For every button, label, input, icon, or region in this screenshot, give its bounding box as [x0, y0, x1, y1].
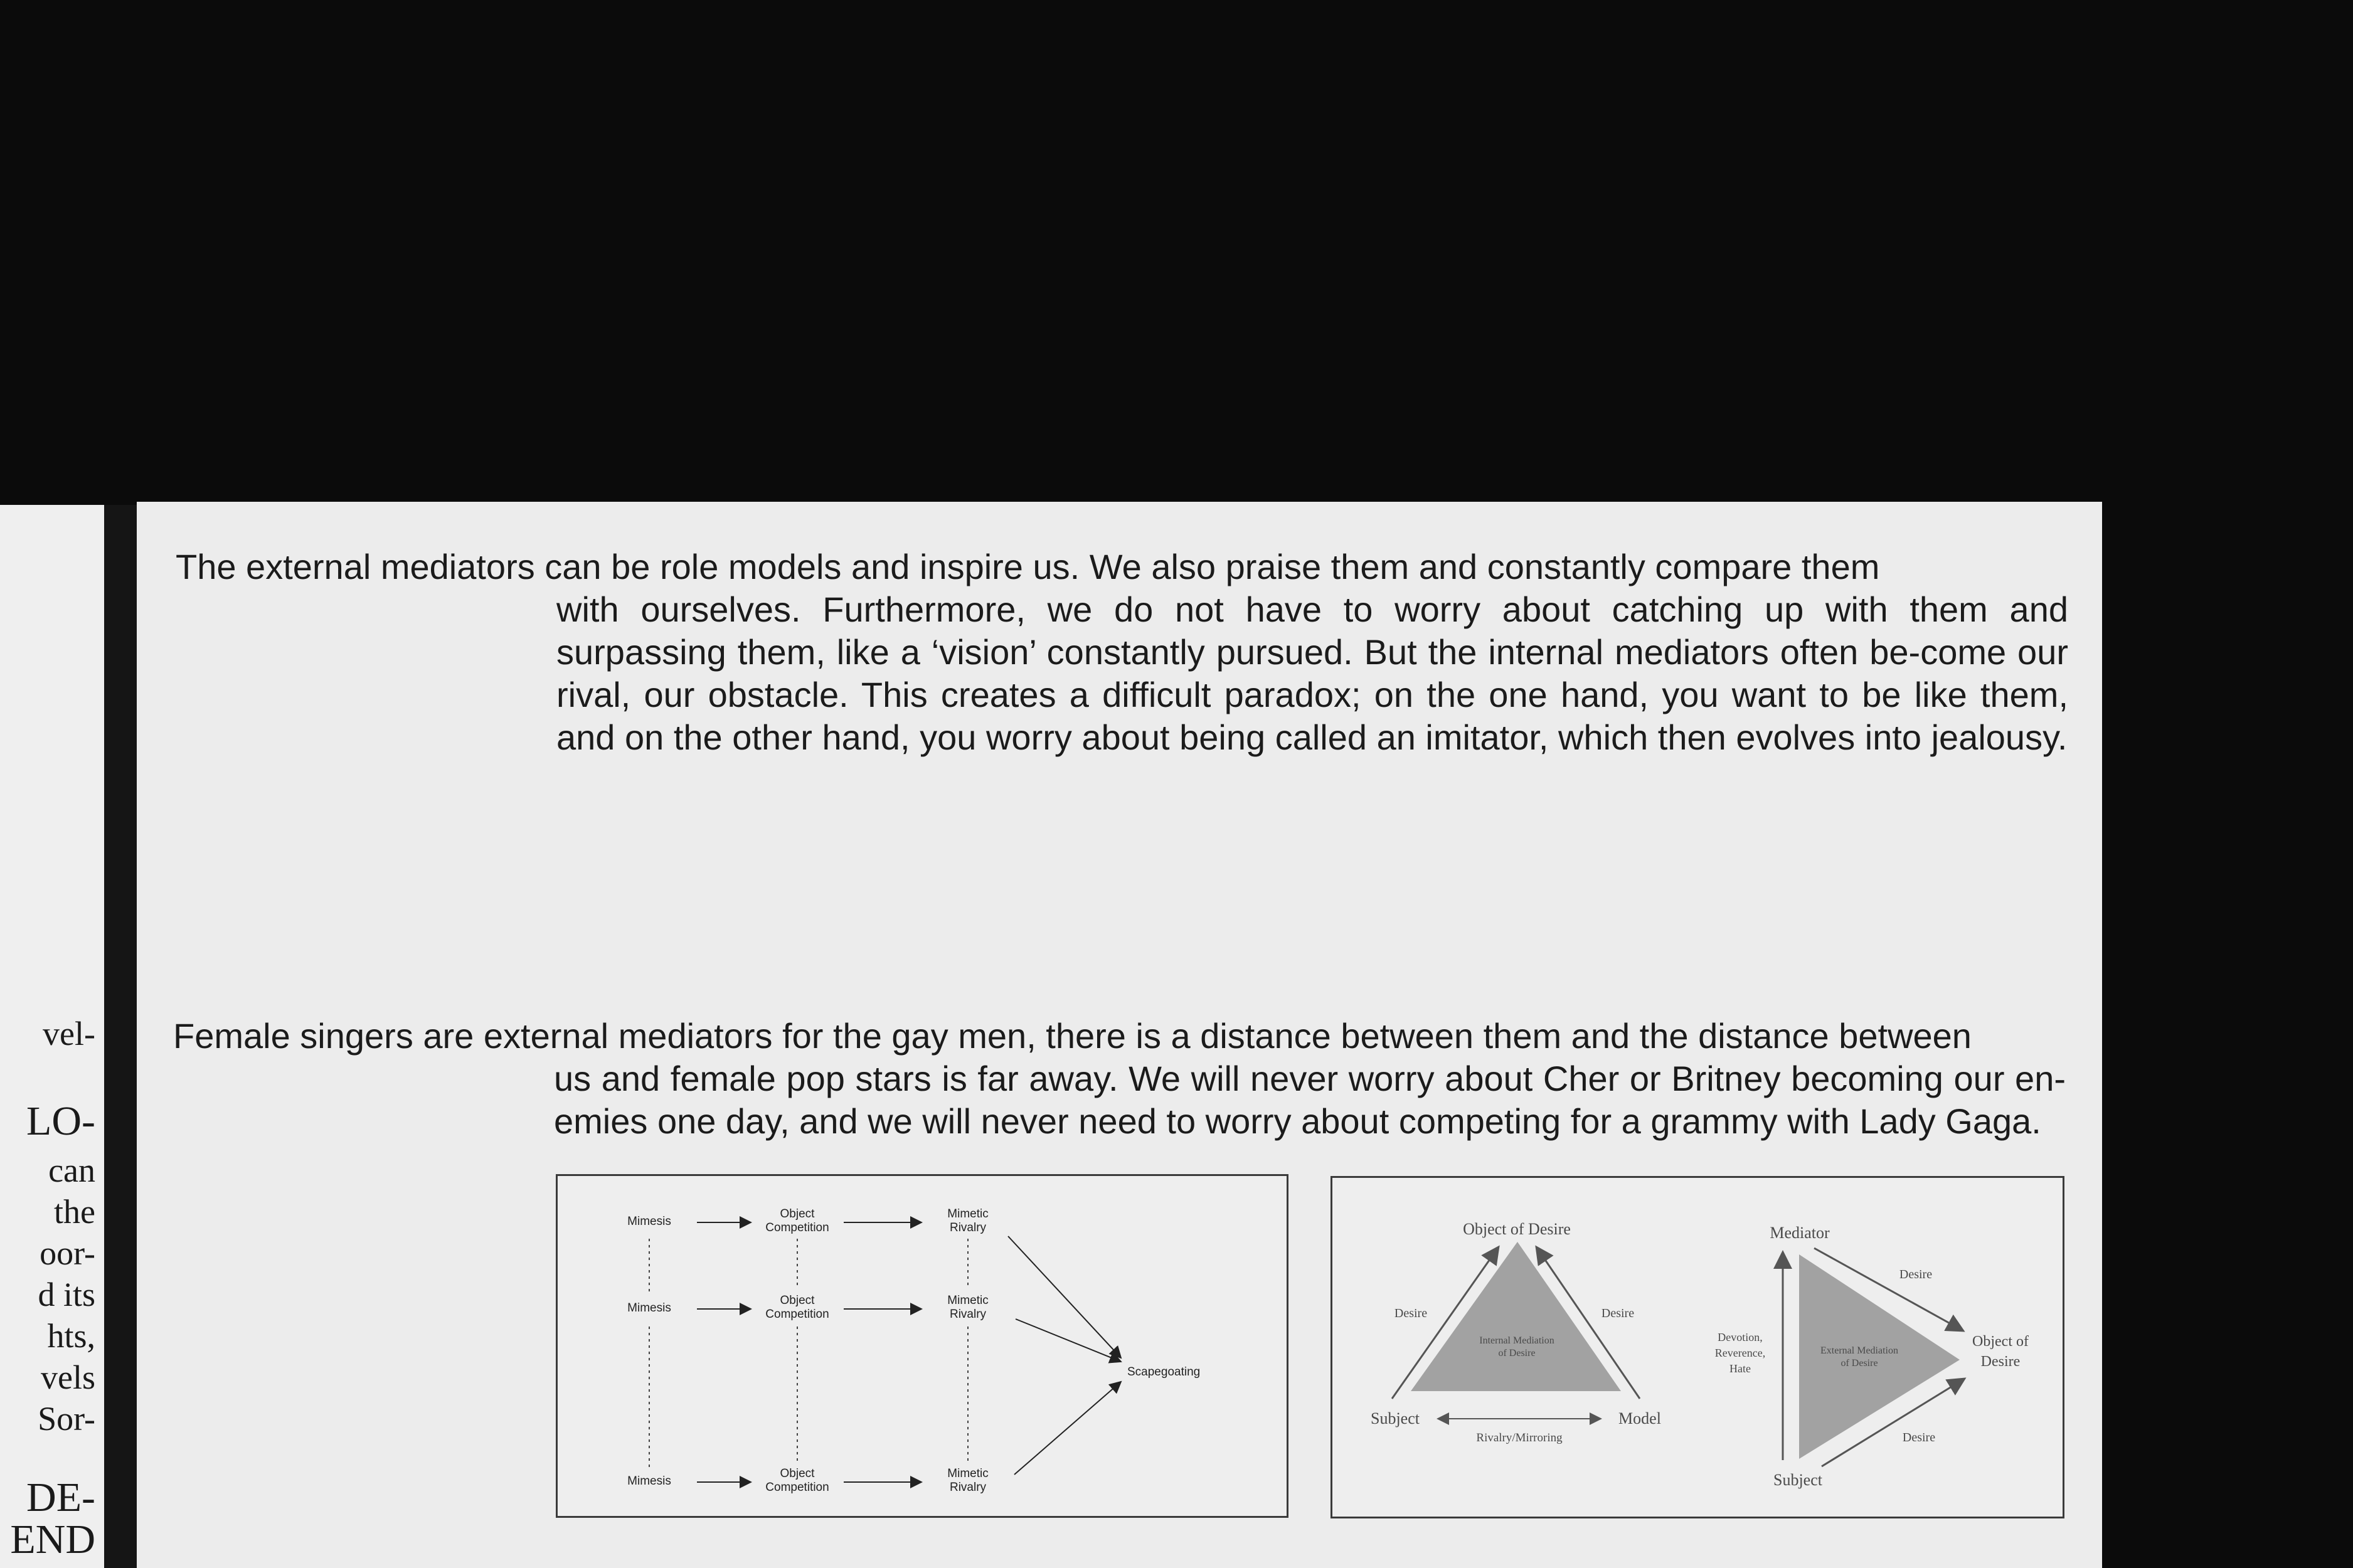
internal-mediation-triangle — [1411, 1242, 1621, 1391]
internal-mediation-label: of Desire — [1498, 1348, 1536, 1359]
mimesis-flow-svg — [558, 1176, 1287, 1516]
flow-competition-label: Competition — [765, 1308, 829, 1321]
flow-object-label: Object — [780, 1467, 815, 1480]
flow-arrow — [1014, 1382, 1121, 1475]
paragraph-body: us and female pop stars is far away. We will never worry about Cher or Britney becoming our en-emies one day, and we will never need to worry about competing for a grammy with Lady Gaga. — [554, 1059, 2066, 1141]
left-page-fragment: can — [48, 1152, 95, 1189]
flow-competition-label: Competition — [765, 1221, 829, 1234]
subject-label: Subject — [1371, 1409, 1420, 1428]
devotion-label: Reverence, — [1714, 1347, 1766, 1359]
triangles-svg — [1332, 1178, 2063, 1517]
flow-mimetic-label: Mimetic — [947, 1467, 989, 1480]
flow-mimesis-label: Mimesis — [627, 1301, 671, 1315]
paragraph-female-singers — [173, 1015, 2068, 1143]
subject-label: Subject — [1773, 1471, 1822, 1489]
rivalry-mirroring-label: Rivalry/Mirroring — [1476, 1431, 1563, 1444]
mimesis-flow-diagram — [556, 1174, 1288, 1518]
external-mediation-label: of Desire — [1840, 1358, 1878, 1369]
left-page-fragment: oor- — [40, 1234, 95, 1272]
left-page-fragment: vel- — [43, 1015, 95, 1052]
left-page-edge — [0, 505, 113, 1568]
left-page-fragment: END — [10, 1517, 95, 1562]
object-of-desire-label: Object of — [1972, 1333, 2029, 1350]
left-page-fragment: vels — [41, 1359, 95, 1396]
external-mediation-label: External Mediation — [1820, 1345, 1898, 1356]
paragraph-first-line: The external mediators can be role models and inspire us. We also praise them and constantly compare them — [176, 547, 1880, 586]
left-page-fragment: Sor- — [38, 1400, 95, 1438]
flow-mimesis-label: Mimesis — [627, 1475, 671, 1488]
object-of-desire-label: Object of Desire — [1463, 1220, 1571, 1238]
desire-label: Desire — [1601, 1306, 1635, 1320]
flow-mimetic-label: Mimetic — [947, 1207, 989, 1221]
desire-label: Desire — [1899, 1268, 1933, 1281]
object-of-desire-label: Desire — [1980, 1353, 2021, 1370]
devotion-label: Devotion, — [1718, 1331, 1763, 1343]
triangles-of-desire-diagram — [1331, 1176, 2064, 1518]
flow-object-label: Object — [780, 1207, 815, 1221]
flow-scapegoating-label: Scapegoating — [1127, 1365, 1201, 1379]
internal-mediation-label: Internal Mediation — [1479, 1335, 1554, 1346]
left-page-fragment: the — [54, 1193, 95, 1231]
flow-dotted-connectors — [649, 1239, 968, 1468]
left-page-fragment: d its — [38, 1276, 95, 1313]
desire-label: Desire — [1902, 1431, 1936, 1444]
paragraph-first-line: Female singers are external mediators for the gay men, there is a distance between them and the distance between — [173, 1016, 1972, 1056]
left-page-fragment: DE- — [26, 1475, 95, 1520]
mediator-label: Mediator — [1770, 1224, 1830, 1242]
flow-mimesis-label: Mimesis — [627, 1215, 671, 1228]
flow-object-label: Object — [780, 1294, 815, 1307]
devotion-label: Hate — [1729, 1362, 1751, 1375]
book-spine-gap — [104, 505, 139, 1568]
desire-label: Desire — [1394, 1306, 1428, 1320]
flow-competition-label: Competition — [765, 1481, 829, 1494]
paragraph-body: with ourselves. Furthermore, we do not have to worry about catching up with them and surpassing them, like a ‘vision’ constantly pursued. But the internal mediators often be-come our rival, our obstacle. This creates a difficult paradox; on the one hand, you want to be like them, and on the other hand, you worry about being called an imitator, which then evolves into jealousy. — [556, 590, 2068, 757]
flow-mimetic-label: Mimetic — [947, 1294, 989, 1307]
flow-rivalry-label: Rivalry — [949, 1481, 987, 1494]
flow-rivalry-label: Rivalry — [949, 1308, 987, 1321]
flow-rivalry-label: Rivalry — [949, 1221, 987, 1234]
flow-arrow — [1008, 1236, 1121, 1358]
left-page-fragment: LO- — [26, 1098, 95, 1144]
book-page — [137, 502, 2102, 1568]
paragraph-external-mediators — [176, 546, 2070, 759]
left-page-fragment: hts, — [47, 1317, 95, 1355]
model-label: Model — [1618, 1409, 1661, 1428]
